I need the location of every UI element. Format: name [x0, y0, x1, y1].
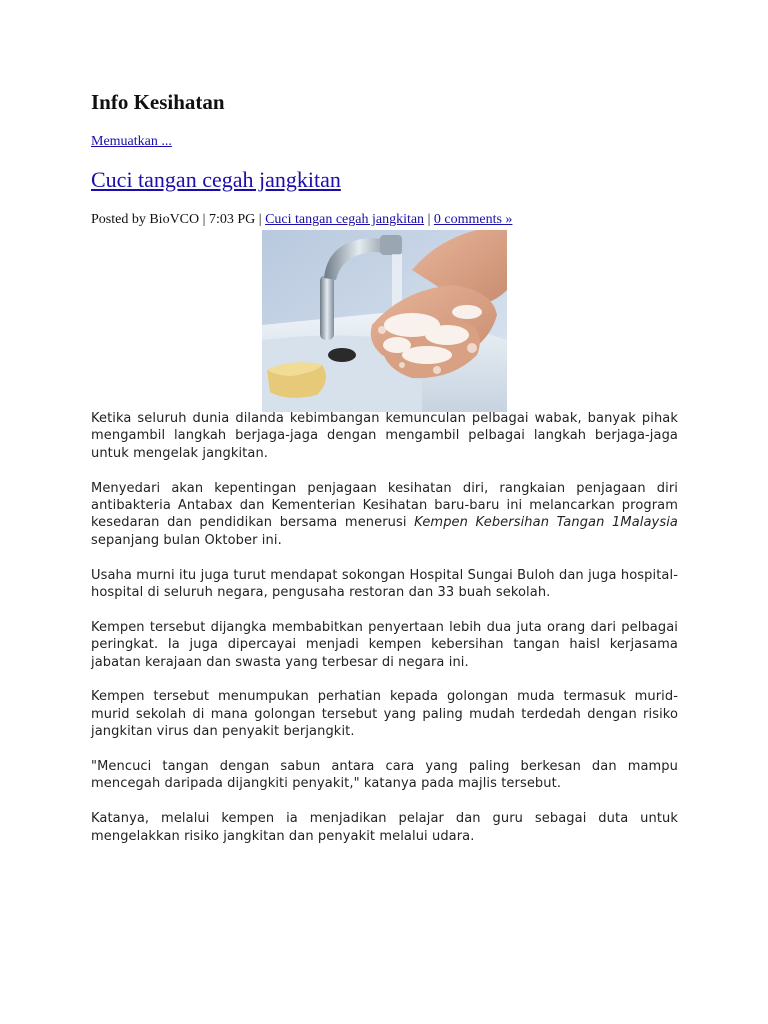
meta-separator: | [255, 212, 266, 227]
post-body [91, 410, 678, 862]
paragraph: Ketika seluruh dunia dilanda kebimbangan kemunculan pelbagai wabak, banyak pihak mengambil langkah berjaga-jaga dengan mengambil pelbagai langkah berjaga-jaga untuk mengelak jangkitan. [91, 411, 678, 461]
blog-title: Info Kesihatan [91, 90, 225, 114]
campaign-name: Kempen Kebersihan Tangan 1Malaysia [414, 515, 678, 531]
comments-link[interactable]: 0 comments » [433, 212, 513, 227]
paragraph: Katanya, melalui kempen ia menjadikan pelajar dan guru sebagai duta untuk mengelakkan risiko jangkitan dan penyakit melalui udara. [91, 811, 678, 844]
paragraph: "Mencuci tangan dengan sabun antara cara yang paling berkesan dan mampu mencegah daripada dijangkiti penyakit," katanya pada majlis tersebut. [91, 759, 678, 792]
meta-separator: | [199, 212, 209, 227]
paragraph: Kempen tersebut menumpukan perhatian kepada golongan muda termasuk murid-murid sekolah di mana golongan tersebut yang paling mudah terdedah dengan risiko jangkitan virus dan penyakit berjangkit. [91, 689, 678, 740]
hand-washing-photo [262, 230, 507, 412]
paragraph-text: Menyedari akan kepentingan penjagaan kesihatan diri, rangkaian penjagaan diri antibakteria Antabax dan Kementerian Kesihatan baru-baru ini melancarkan program kesedaran dan pendidikan bersama menerusi [91, 480, 678, 531]
paragraph-text: sepanjang bulan Oktober ini. [91, 532, 282, 548]
post-author: BioVCO [149, 212, 200, 227]
paragraph [91, 480, 678, 550]
post-meta [91, 212, 512, 228]
post-title-link[interactable]: Cuci tangan cegah jangkitan [91, 167, 341, 192]
meta-separator: | [424, 212, 434, 227]
posted-by-label: Posted by [91, 212, 150, 227]
paragraph: Usaha murni itu juga turut mendapat sokongan Hospital Sungai Buloh dan juga hospital-hospital di seluruh negara, pengusaha restoran dan 33 buah sekolah. [91, 567, 678, 601]
post-label-link[interactable]: Cuci tangan cegah jangkitan [265, 212, 425, 227]
paragraph: Kempen tersebut dijangka membabitkan penyertaan lebih dua juta orang dari pelbagai peringkat. Ia juga dipercayai menjadi kempen kebersihan tangan haisl kerjasama jabatan kerajaan dan swasta yang terbesar di negara ini. [91, 619, 678, 670]
post-time: 7:03 PG [208, 212, 256, 227]
loading-link[interactable]: Memuatkan ... [91, 134, 172, 149]
